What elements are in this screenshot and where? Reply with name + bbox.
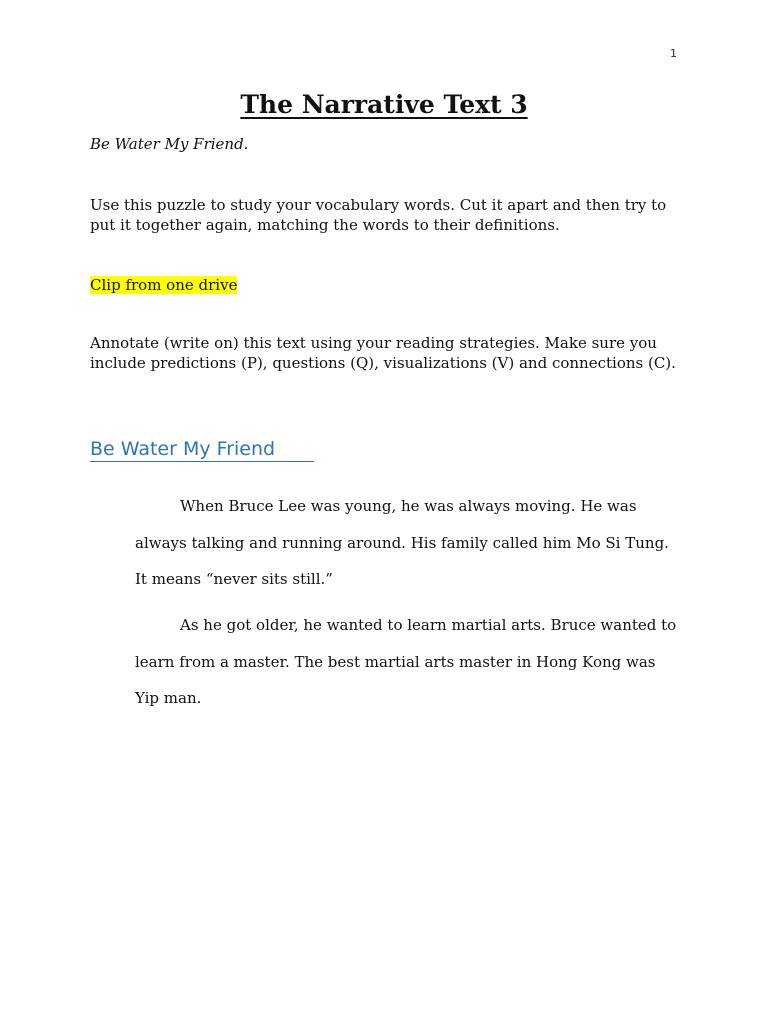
clip-note <box>90 275 237 295</box>
story-paragraph-2: As he got older, he wanted to learn martial arts. Bruce wanted to learn from a master. The best martial arts master in Hong Kong was Yip man. <box>135 616 677 707</box>
document-subtitle: Be Water My Friend. <box>90 135 249 153</box>
vocabulary-instructions: Use this puzzle to study your vocabulary words. Cut it apart and then try to put it together again, matching the words to their definitions. <box>90 196 667 234</box>
annotation-instructions: Annotate (write on) this text using your reading strategies. Make sure you include predictions (P), questions (Q), visualizations (V) and connections (C). <box>90 334 676 372</box>
page-number: 1 <box>670 47 677 60</box>
story-paragraph-1: When Bruce Lee was young, he was always moving. He was always talking and running around. His family called him Mo Si Tung. It means “never sits still.” <box>135 497 669 588</box>
document-title: The Narrative Text 3 <box>240 90 528 119</box>
section-heading: Be Water My Friend <box>90 437 314 462</box>
highlighted-text: Clip from one drive <box>90 276 238 294</box>
